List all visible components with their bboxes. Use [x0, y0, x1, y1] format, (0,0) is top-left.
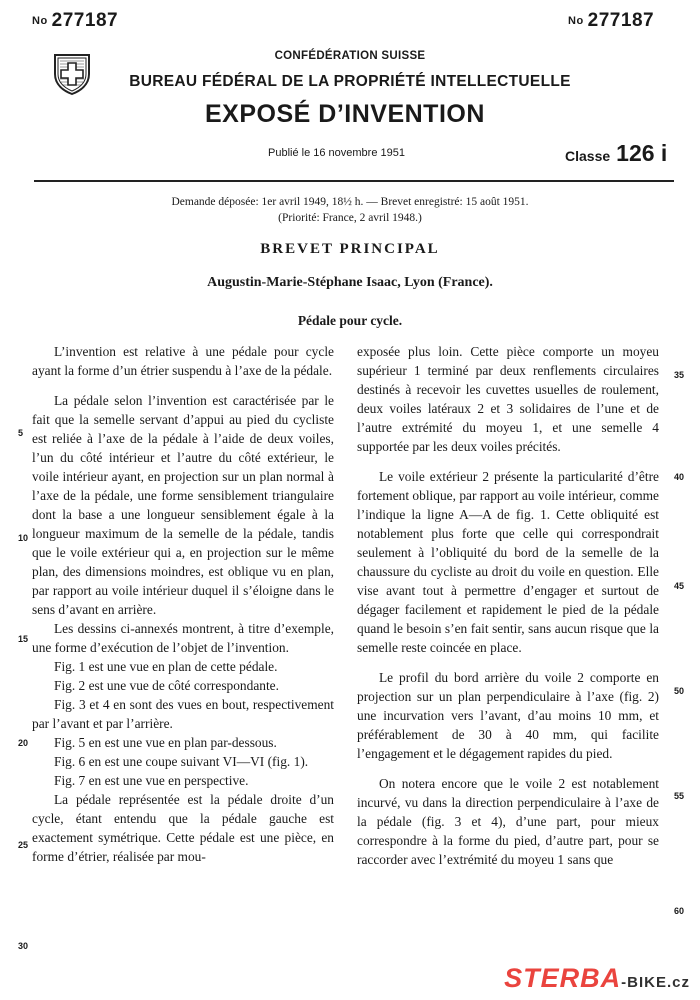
filing-info	[0, 194, 700, 226]
classe-label	[565, 140, 667, 167]
paragraph: exposée plus loin. Cette pièce comporte un moyeu supérieur 1 terminé par deux renflements circulaires destinés à recevoir les cuvettes usuelles de roulement, deux voiles latéraux 2 et 3 solidaires de l’une et de l’autre extrémité du moyeu 1, et une semelle 4 supportée par les deux voiles précités.	[357, 344, 659, 454]
paragraph: Fig. 5 en est une vue en plan par-dessous.	[54, 735, 277, 750]
paragraph: Fig. 7 en est une vue en perspective.	[54, 773, 249, 788]
confederation-heading: CONFÉDÉRATION SUISSE	[274, 50, 426, 62]
paragraph: La pédale représentée est la pédale droite d’un cycle, étant entendu que la pédale gauche est exactement symétrique. Cette pédale est une pièce, en forme d’étrier, réalisée par mou-	[32, 792, 334, 864]
line-number: 5	[18, 428, 24, 438]
line-number: 30	[18, 941, 29, 951]
watermark-suffix: -BIKE.cz	[621, 974, 690, 991]
patent-number-left	[32, 10, 118, 32]
line-number: 25	[18, 840, 29, 850]
document-type-heading: EXPOSÉ D’INVENTION	[205, 100, 485, 128]
left-column	[32, 342, 334, 866]
paragraph: Fig. 2 est une vue de côté correspondante.	[54, 678, 279, 693]
number-prefix: No	[568, 15, 584, 27]
line-number: 35	[674, 370, 685, 380]
watermark	[504, 963, 690, 994]
line-number: 45	[674, 581, 685, 591]
patent-number: 277187	[587, 10, 655, 31]
paragraph: Fig. 1 est une vue en plan de cette pédale.	[54, 659, 278, 674]
line-number: 20	[18, 738, 29, 748]
patent-number-right	[568, 10, 654, 32]
patent-kind: BREVET PRINCIPAL	[260, 241, 440, 257]
patent-number: 277187	[51, 10, 119, 31]
right-column	[357, 342, 659, 869]
line-number: 50	[674, 686, 685, 696]
number-prefix: No	[32, 15, 48, 27]
bureau-heading: BUREAU FÉDÉRAL DE LA PROPRIÉTÉ INTELLECTUELLE	[129, 73, 571, 90]
paragraph: Les dessins ci-annexés montrent, à titre d’exemple, une forme d’exécution de l’objet de l’invention.	[32, 621, 334, 655]
line-number: 15	[18, 634, 29, 644]
watermark-main: STERBA	[504, 963, 622, 993]
publication-date: Publié le 16 novembre 1951	[268, 147, 405, 159]
invention-title: Pédale pour cycle.	[297, 313, 403, 328]
paragraph: L’invention est relative à une pédale pour cycle ayant la forme d’un étrier suspendu à l’axe de la pédale.	[32, 344, 334, 378]
line-number: 10	[18, 533, 29, 543]
line-number: 40	[674, 472, 685, 482]
paragraph: Fig. 6 en est une coupe suivant VI—VI (fig. 1).	[54, 754, 309, 769]
paragraph: La pédale selon l’invention est caractérisée par le fait que la semelle servant d’appui au pied du cycliste est reliée à l’axe de la pédale à l’aide de deux voiles, l’un du côté intérieur et l’autre du côté extérieur, le voile intérieur ayant, en projection sur un plan normal à l’axe de la pédale, une forme sensiblement triangulaire dont la base a une longueur sensiblement égale à la longueur maximum de la semelle de la pédale, tandis que le voile extérieur qui a, en projection sur le même plan, des dimensions moindres, est oblique vu en plan, par rapport au voile intérieur duquel il s’éloigne dans le sens d’avant en arrière.	[32, 393, 334, 617]
paragraph: Fig. 3 et 4 en sont des vues en bout, respectivement par l’avant et par l’arrière.	[32, 697, 334, 731]
inventor: Augustin-Marie-Stéphane Isaac, Lyon (France).	[207, 275, 493, 290]
header-rule	[34, 180, 674, 182]
classe-label-text: Classe	[565, 148, 611, 164]
priority-line: (Priorité: France, 2 avril 1948.)	[278, 212, 422, 224]
paragraph: Le voile extérieur 2 présente la particularité d’être fortement oblique, par rapport au voile intérieur, comme l’indique la ligne A—A de fig. 1. Cette obliquité est notablement plus forte que celle qui correspondrait seulement à l’obliquité du bord de la semelle de la chaussure du cycliste au droit du voile en question. Elle vise avant tout à permettre d’engager et surtout de dégager facilement et rapidement le pied de la pédale quand le besoin s’en fait sentir, sans aucun risque que la semelle reste coincée en place.	[357, 469, 659, 655]
filing-line: Demande déposée: 1er avril 1949, 18½ h. — Brevet enregistré: 15 août 1951.	[171, 196, 529, 208]
classe-value: 126 i	[616, 140, 668, 166]
line-number: 55	[674, 791, 685, 801]
line-number: 60	[674, 906, 685, 916]
paragraph: On notera encore que le voile 2 est notablement incurvé, vu dans la direction perpendiculaire à l’axe de la pédale (fig. 3 et 4), d’une part, pour mieux correspondre à la forme du pied, d’autre part, pour se raccorder avec l’extrémité du moyeu 1 sans que	[357, 776, 659, 867]
paragraph: Le profil du bord arrière du voile 2 comporte en projection sur un plan perpendiculaire à l’axe (fig. 2) une incurvation vers l’avant, d’au moins 10 mm, et préférablement de 30 à 40 mm, qui facilite l’engagement et le dégagement rapides du pied.	[357, 670, 659, 761]
